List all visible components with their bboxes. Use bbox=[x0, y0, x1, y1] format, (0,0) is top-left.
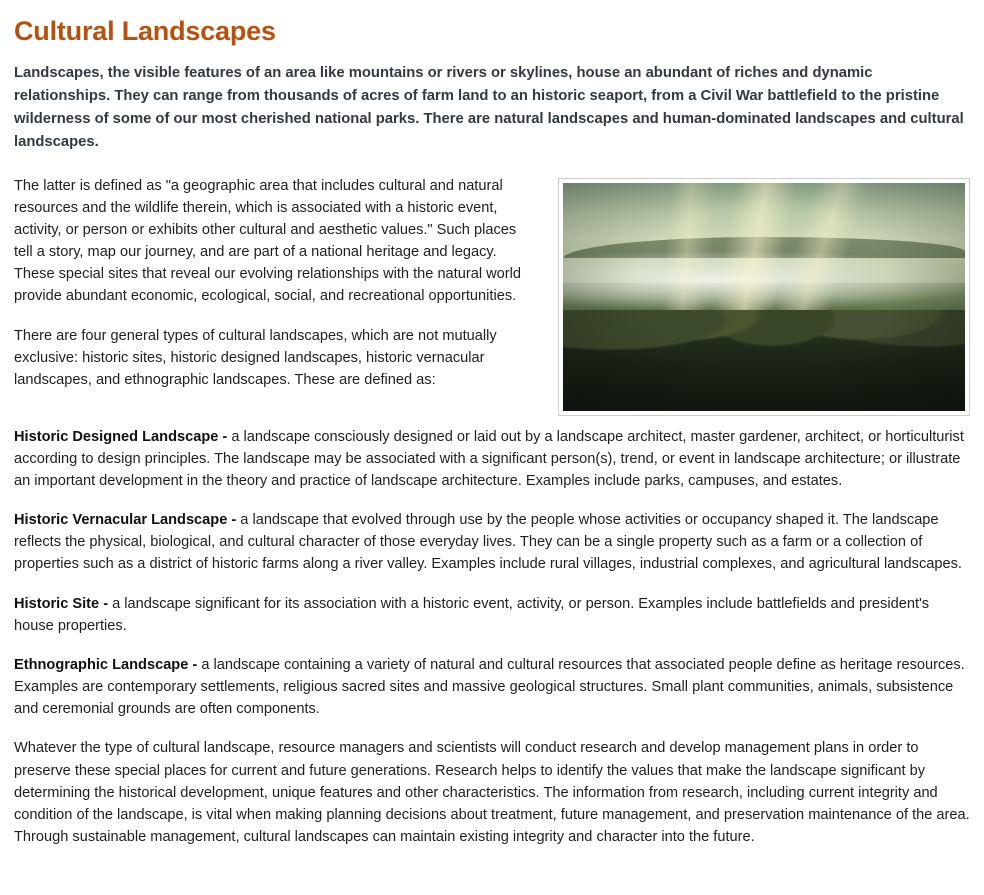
definition-item bbox=[14, 593, 970, 637]
definition-text: a landscape that evolved through use by the people whose activities or occupancy shaped it. The landscape reflects the physical, biological, and cultural character of those everyday lives. They can be a single property such as a farm or a collection of properties such as a district of historic farms along a river valley. Examples include rural villages, industrial complexes, and agricultural landscapes. bbox=[14, 512, 962, 573]
definition-term: Historic Site - bbox=[14, 595, 109, 612]
types-intro-paragraph: There are four general types of cultural landscapes, which are not mutually exclusive: historic sites, historic designed landscapes, historic vernacular landscapes, and ethnographic landscapes. These are defined as: bbox=[14, 327, 497, 388]
article-figure bbox=[558, 178, 970, 416]
misty-sunrise-valley-photo bbox=[563, 183, 965, 411]
definition-paragraph: The latter is defined as "a geographic area that includes cultural and natural resources and the wildlife therein, which is associated with a historic event, activity, or person or exhibits other cultural and aesthetic values." Such places tell a story, map our journey, and are part of a national heritage and legacy. These special sites that reveal our evolving relationships with the natural world provide abundant economic, ecological, social, and recreational opportunities. bbox=[14, 177, 521, 305]
definition-item bbox=[14, 654, 970, 721]
definition-term: Historic Vernacular Landscape - bbox=[14, 512, 237, 529]
definition-text: a landscape significant for its association with a historic event, activity, or person. Examples include battlefields and president's house properties. bbox=[14, 595, 930, 634]
definition-term: Ethnographic Landscape - bbox=[14, 656, 198, 673]
closing-paragraph: Whatever the type of cultural landscape, resource managers and scientists will conduct research and develop management plans in order to preserve these special places for current and future generations. Research helps to identify the values that make the landscape significant by determining the historical development, unique features and other characteristics. The information from research, including current integrity and condition of the landscape, is vital when making planning decisions about treatment, future management, and preservation maintenance of the area. Through sustainable management, cultural landscapes can maintain existing integrity and character into the future. bbox=[14, 740, 970, 846]
page-title: Cultural Landscapes bbox=[14, 16, 276, 46]
intro-paragraph: Landscapes, the visible features of an area like mountains or rivers or skylines, house an abundant of riches and dynamic relationships. They can range from thousands of acres of farm land to an historic seaport, from a Civil War battlefield to the pristine wilderness of some of our most cherished national parks. There are natural landscapes and human-dominated landscapes and cultural landscapes. bbox=[14, 65, 964, 151]
definition-item bbox=[14, 509, 970, 576]
definition-text: a landscape containing a variety of natural and cultural resources that associated people define as heritage resources. Examples are contemporary settlements, religious sacred sites and massive geological structures. Small plant communities, animals, subsistence and ceremonial grounds are often components. bbox=[14, 656, 965, 718]
definition-text: a landscape consciously designed or laid out by a landscape architect, master gardener, architect, or horticulturist according to design principles. The landscape may be associated with a significant person(s), trend, or event in landscape architecture; or illustrate an important development in the theory and practice of landscape architecture. Examples include parks, campuses, and estates. bbox=[14, 428, 964, 489]
photo-vignette-layer bbox=[563, 183, 965, 411]
definition-item bbox=[14, 426, 970, 493]
definition-term: Historic Designed Landscape - bbox=[14, 428, 228, 445]
